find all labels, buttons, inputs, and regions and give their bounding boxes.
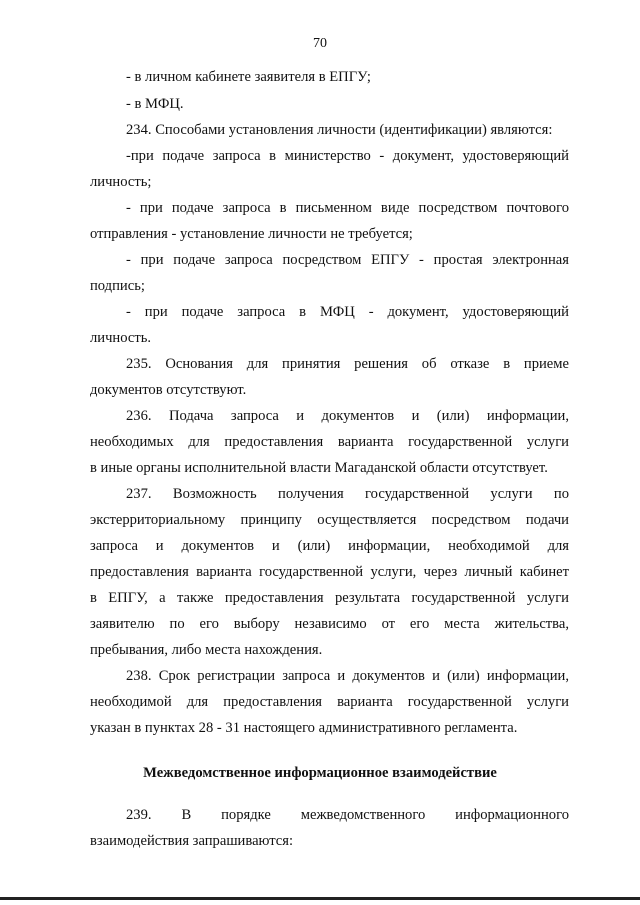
text-line: предоставления варианта государственной услуги, через личный кабинет <box>90 564 569 580</box>
text-line: документов отсутствуют. <box>90 382 247 398</box>
section-heading: Межведомственное информационное взаимодействие <box>143 765 497 781</box>
text-line: -при подаче запроса в министерство - документ, удостоверяющий <box>126 148 569 164</box>
text-line: запроса и документов и (или) информации, необходимой для <box>90 538 569 554</box>
paragraph-235-line: 235. Основания для принятия решения об отказе в приеме <box>126 356 569 372</box>
paragraph-239-line: 239. В порядке межведомственного информационного <box>126 807 569 823</box>
text-line: - в личном кабинете заявителя в ЕПГУ; <box>126 69 371 85</box>
text-line: заявителю по его выбору независимо от его места жительства, <box>90 616 569 632</box>
text-line: пребывания, либо места нахождения. <box>90 642 323 658</box>
text-line: подпись; <box>90 278 145 294</box>
text-line: личность; <box>90 174 152 190</box>
page-number: 70 <box>313 36 327 51</box>
text-line: в ЕПГУ, а также предоставления результата государственной услуги <box>90 590 569 606</box>
paragraph-238-line: 238. Срок регистрации запроса и документов и (или) информации, <box>126 668 569 684</box>
text-line: в иные органы исполнительной власти Магаданской области отсутствует. <box>90 460 548 476</box>
text-line: указан в пунктах 28 - 31 настоящего административного регламента. <box>90 720 518 736</box>
text-line: необходимых для предоставления варианта государственной услуги <box>90 434 569 450</box>
paragraph-234-line: 234. Способами установления личности (идентификации) являются: <box>126 122 553 138</box>
bottom-rule <box>0 897 640 900</box>
paragraph-237-line: 237. Возможность получения государственной услуги по <box>126 486 569 502</box>
text-line: - в МФЦ. <box>126 96 184 112</box>
text-line: - при подаче запроса в МФЦ - документ, удостоверяющий <box>126 304 569 320</box>
text-line: - при подаче запроса посредством ЕПГУ - простая электронная <box>126 252 569 268</box>
text-line: экстерриториальному принципу осуществляется посредством подачи <box>90 512 569 528</box>
text-line: - при подаче запроса в письменном виде посредством почтового <box>126 200 569 216</box>
text-line: необходимой для предоставления варианта государственной услуги <box>90 694 569 710</box>
text-line: взаимодействия запрашиваются: <box>90 833 294 849</box>
text-line: отправления - установление личности не требуется; <box>90 226 413 242</box>
paragraph-236-line: 236. Подача запроса и документов и (или) информации, <box>126 408 569 424</box>
text-line: личность. <box>90 330 152 346</box>
